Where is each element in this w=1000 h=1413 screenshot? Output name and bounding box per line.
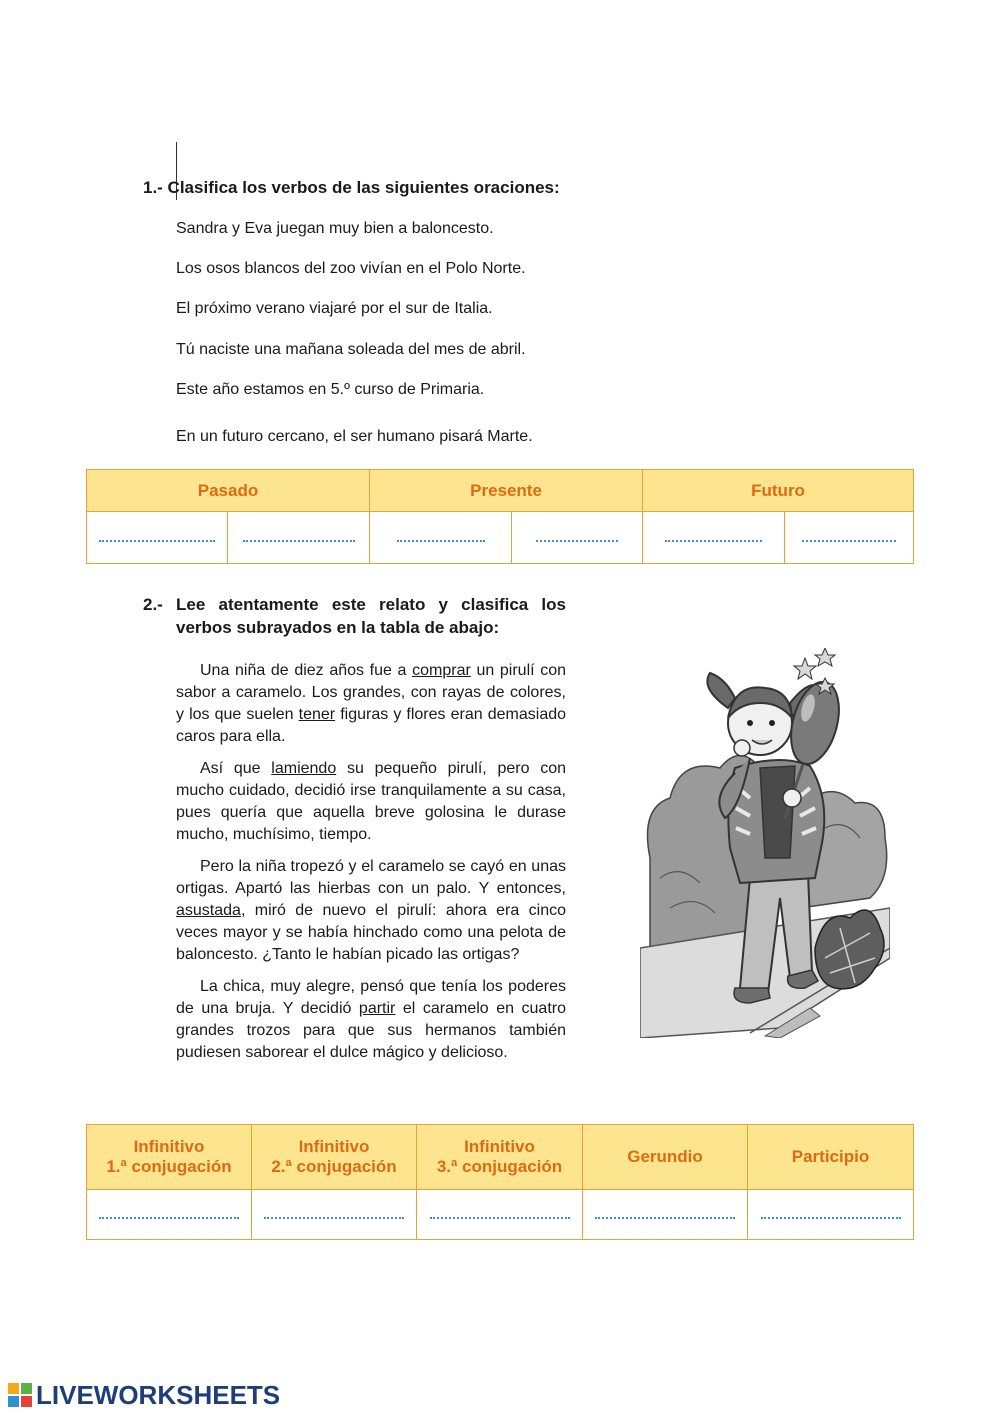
answer-cell[interactable] bbox=[252, 1190, 417, 1240]
underlined-verb-partir: partir bbox=[358, 1000, 396, 1017]
sentence-4: Tú naciste una mañana soleada del mes de abril. bbox=[176, 341, 526, 358]
answer-cell[interactable] bbox=[417, 1190, 583, 1240]
header-presente: Presente bbox=[370, 470, 643, 512]
answer-blank[interactable] bbox=[761, 1207, 901, 1219]
sentence-5: Este año estamos en 5.º curso de Primaria. bbox=[176, 381, 485, 398]
verb-forms-table bbox=[86, 1124, 914, 1240]
exercise-2-title-line1: 2.- Lee atentamente este relato y clasifica los bbox=[143, 595, 566, 614]
story-text-span: el caramelo en cuatro grandes trozos para que sus hermanos también pudiesen saborear el dulce mágico y delicioso. bbox=[176, 1000, 566, 1061]
exercise-2-title-line2: verbos subrayados en la tabla de abajo: bbox=[176, 618, 500, 637]
header-infinitivo-3 bbox=[417, 1125, 583, 1190]
header-infinitivo-1 bbox=[87, 1125, 252, 1190]
answer-cell[interactable] bbox=[583, 1190, 748, 1240]
answer-cell[interactable] bbox=[748, 1190, 914, 1240]
story-text-span: Una niña de diez años fue a bbox=[200, 662, 413, 679]
header-line: 3.ª conjugación bbox=[436, 1157, 563, 1176]
answer-blank[interactable] bbox=[99, 1207, 239, 1219]
header-line: Participio bbox=[791, 1147, 870, 1166]
header-futuro: Futuro bbox=[643, 470, 914, 512]
sentence-2: Los osos blancos del zoo vivían en el Polo Norte. bbox=[176, 260, 526, 277]
sentence-1: Sandra y Eva juegan muy bien a baloncesto. bbox=[176, 220, 494, 237]
header-line: Infinitivo bbox=[464, 1137, 535, 1156]
story-paragraph-3 bbox=[176, 856, 566, 966]
underlined-verb-lamiendo: lamiendo bbox=[271, 760, 337, 777]
header-line: Infinitivo bbox=[133, 1137, 205, 1156]
answer-blank[interactable] bbox=[536, 530, 618, 542]
answer-blank[interactable] bbox=[99, 530, 215, 542]
liveworksheets-logo[interactable] bbox=[8, 1380, 280, 1410]
story-text bbox=[176, 660, 566, 1074]
answer-cell[interactable] bbox=[643, 512, 785, 564]
exercise-1-title: 1.- Clasifica los verbos de las siguientes oraciones: bbox=[143, 178, 560, 197]
answer-blank[interactable] bbox=[264, 1207, 404, 1219]
girl-lollipop-illustration bbox=[640, 648, 890, 1038]
answer-cell[interactable] bbox=[370, 512, 512, 564]
answer-cell[interactable] bbox=[87, 512, 228, 564]
story-text-span: Pero la niña tropezó y el caramelo se cayó en unas ortigas. Apartó las hierbas con un palo. Y entonces, bbox=[176, 858, 566, 897]
header-infinitivo-2 bbox=[252, 1125, 417, 1190]
header-gerundio bbox=[583, 1125, 748, 1190]
answer-cell[interactable] bbox=[512, 512, 643, 564]
story-paragraph-1 bbox=[176, 660, 566, 748]
answer-blank[interactable] bbox=[665, 530, 762, 542]
story-text-span: Así que bbox=[200, 760, 272, 777]
story-text-span: La chica, muy alegre, pensó que tenía los poderes de una bruja. Y decidió bbox=[176, 978, 566, 1017]
answer-blank[interactable] bbox=[595, 1207, 735, 1219]
liveworksheets-cube-icon bbox=[8, 1383, 32, 1407]
tense-table bbox=[86, 469, 914, 564]
header-line: Infinitivo bbox=[298, 1137, 370, 1156]
header-line: 2.ª conjugación bbox=[271, 1157, 397, 1176]
header-participio bbox=[748, 1125, 914, 1190]
header-line: 1.ª conjugación bbox=[106, 1157, 232, 1176]
story-text-span: su pequeño pirulí, pero con mucho cuidado, decidió irse tranquilamente a su casa, pues quería que aquella breve golosina le durase mucho, muchísimo, tiempo. bbox=[176, 760, 567, 843]
header-pasado: Pasado bbox=[87, 470, 370, 512]
answer-blank[interactable] bbox=[243, 530, 355, 542]
sentence-3: El próximo verano viajaré por el sur de Italia. bbox=[176, 300, 493, 317]
exercise-2-title bbox=[143, 593, 566, 639]
answer-cell[interactable] bbox=[228, 512, 370, 564]
answer-cell[interactable] bbox=[785, 512, 914, 564]
underlined-verb-asustada: asustada bbox=[176, 902, 241, 919]
answer-blank[interactable] bbox=[430, 1207, 570, 1219]
brand-text: LIVEWORKSHEETS bbox=[36, 1379, 281, 1410]
story-text-span: , miró de nuevo el pirulí: ahora era cinco veces mayor y se había hinchado como una pelota de baloncesto. ¿Tanto le habían picado las ortigas? bbox=[176, 902, 566, 963]
underlined-verb-tener: tener bbox=[298, 706, 336, 723]
story-text-span: un pirulí con sabor a caramelo. Los grandes, con rayas de colores, y los que suelen bbox=[176, 662, 567, 723]
sentence-6: En un futuro cercano, el ser humano pisará Marte. bbox=[176, 428, 533, 445]
answer-cell[interactable] bbox=[87, 1190, 252, 1240]
header-line: Gerundio bbox=[627, 1147, 703, 1166]
story-paragraph-4 bbox=[176, 976, 566, 1064]
answer-blank[interactable] bbox=[397, 530, 485, 542]
underlined-verb-comprar: comprar bbox=[412, 662, 471, 679]
answer-blank[interactable] bbox=[802, 530, 896, 542]
story-paragraph-2 bbox=[176, 758, 566, 846]
story-text-span: figuras y flores eran demasiado caros para ella. bbox=[176, 706, 567, 745]
